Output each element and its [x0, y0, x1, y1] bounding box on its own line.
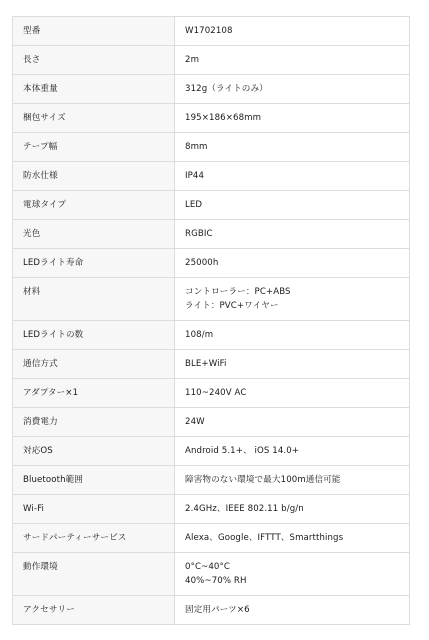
spec-value	[175, 220, 410, 249]
spec-label: 電球タイプ	[13, 191, 175, 220]
spec-value	[175, 162, 410, 191]
spec-row	[13, 249, 410, 278]
spec-value-line: Alexa、Google、IFTTT、Smartthings	[185, 533, 344, 543]
spec-value-line: 40%~70% RH	[185, 576, 247, 586]
spec-label: Bluetooth範囲	[13, 466, 175, 495]
spec-value-line: RGBIC	[185, 229, 213, 239]
spec-label: 本体重量	[13, 75, 175, 104]
spec-value-line: 0°C~40°C	[185, 562, 230, 572]
spec-value	[175, 524, 410, 553]
spec-label: 材料	[13, 278, 175, 321]
spec-label: 動作環境	[13, 553, 175, 596]
spec-row	[13, 46, 410, 75]
spec-row	[13, 495, 410, 524]
spec-row	[13, 350, 410, 379]
spec-value-line: Android 5.1+、 iOS 14.0+	[185, 446, 300, 456]
spec-label: Wi-Fi	[13, 495, 175, 524]
spec-value-line: 312g（ライトのみ）	[185, 84, 268, 94]
spec-row	[13, 321, 410, 350]
spec-value	[175, 249, 410, 278]
spec-value-line: IP44	[185, 171, 205, 181]
spec-row	[13, 553, 410, 596]
spec-row	[13, 17, 410, 46]
spec-label: 長さ	[13, 46, 175, 75]
spec-value	[175, 350, 410, 379]
spec-value-line: LED	[185, 200, 203, 210]
spec-value	[175, 553, 410, 596]
spec-value-line: W1702108	[185, 26, 233, 36]
spec-value	[175, 495, 410, 524]
spec-row	[13, 596, 410, 625]
spec-label: 型番	[13, 17, 175, 46]
spec-value	[175, 104, 410, 133]
spec-row	[13, 104, 410, 133]
spec-value-line: 108/m	[185, 330, 214, 340]
spec-label: 光色	[13, 220, 175, 249]
spec-label: LEDライト寿命	[13, 249, 175, 278]
spec-row	[13, 162, 410, 191]
spec-value-line: 195×186×68mm	[185, 113, 262, 123]
spec-label: アダプター×1	[13, 379, 175, 408]
spec-value-line: 25000h	[185, 258, 219, 268]
spec-row	[13, 191, 410, 220]
spec-value-line: BLE+WiFi	[185, 359, 227, 369]
spec-label: テープ幅	[13, 133, 175, 162]
spec-value	[175, 46, 410, 75]
spec-row	[13, 133, 410, 162]
spec-label: 対応OS	[13, 437, 175, 466]
spec-value-line: ライト：PVC+ワイヤー	[185, 301, 279, 311]
spec-value	[175, 133, 410, 162]
spec-row	[13, 408, 410, 437]
spec-label: 通信方式	[13, 350, 175, 379]
spec-value	[175, 17, 410, 46]
spec-value	[175, 466, 410, 495]
spec-row	[13, 379, 410, 408]
spec-value-line: 2.4GHz、IEEE 802.11 b/g/n	[185, 504, 304, 514]
spec-value-line: 障害物のない環境で最大100m通信可能	[185, 475, 341, 485]
spec-value-line: 8mm	[185, 142, 208, 152]
spec-value	[175, 437, 410, 466]
spec-row	[13, 524, 410, 553]
spec-value	[175, 321, 410, 350]
spec-value-line: 110~240V AC	[185, 388, 247, 398]
spec-table	[12, 16, 410, 625]
spec-value	[175, 596, 410, 625]
spec-label: 消費電力	[13, 408, 175, 437]
spec-row	[13, 278, 410, 321]
spec-value-line: コントローラー：PC+ABS	[185, 287, 291, 297]
spec-label: サードパーティーサービス	[13, 524, 175, 553]
spec-table-body	[13, 17, 410, 625]
spec-row	[13, 437, 410, 466]
spec-label: LEDライトの数	[13, 321, 175, 350]
spec-value-line: 24W	[185, 417, 205, 427]
spec-value-line: 固定用パーツ×6	[185, 605, 250, 615]
spec-row	[13, 75, 410, 104]
spec-label: 梱包サイズ	[13, 104, 175, 133]
spec-value-line: 2m	[185, 55, 200, 65]
spec-value	[175, 408, 410, 437]
spec-value	[175, 191, 410, 220]
spec-row	[13, 466, 410, 495]
spec-value	[175, 278, 410, 321]
spec-value	[175, 379, 410, 408]
spec-label: アクセサリー	[13, 596, 175, 625]
spec-row	[13, 220, 410, 249]
spec-label: 防水仕様	[13, 162, 175, 191]
spec-value	[175, 75, 410, 104]
